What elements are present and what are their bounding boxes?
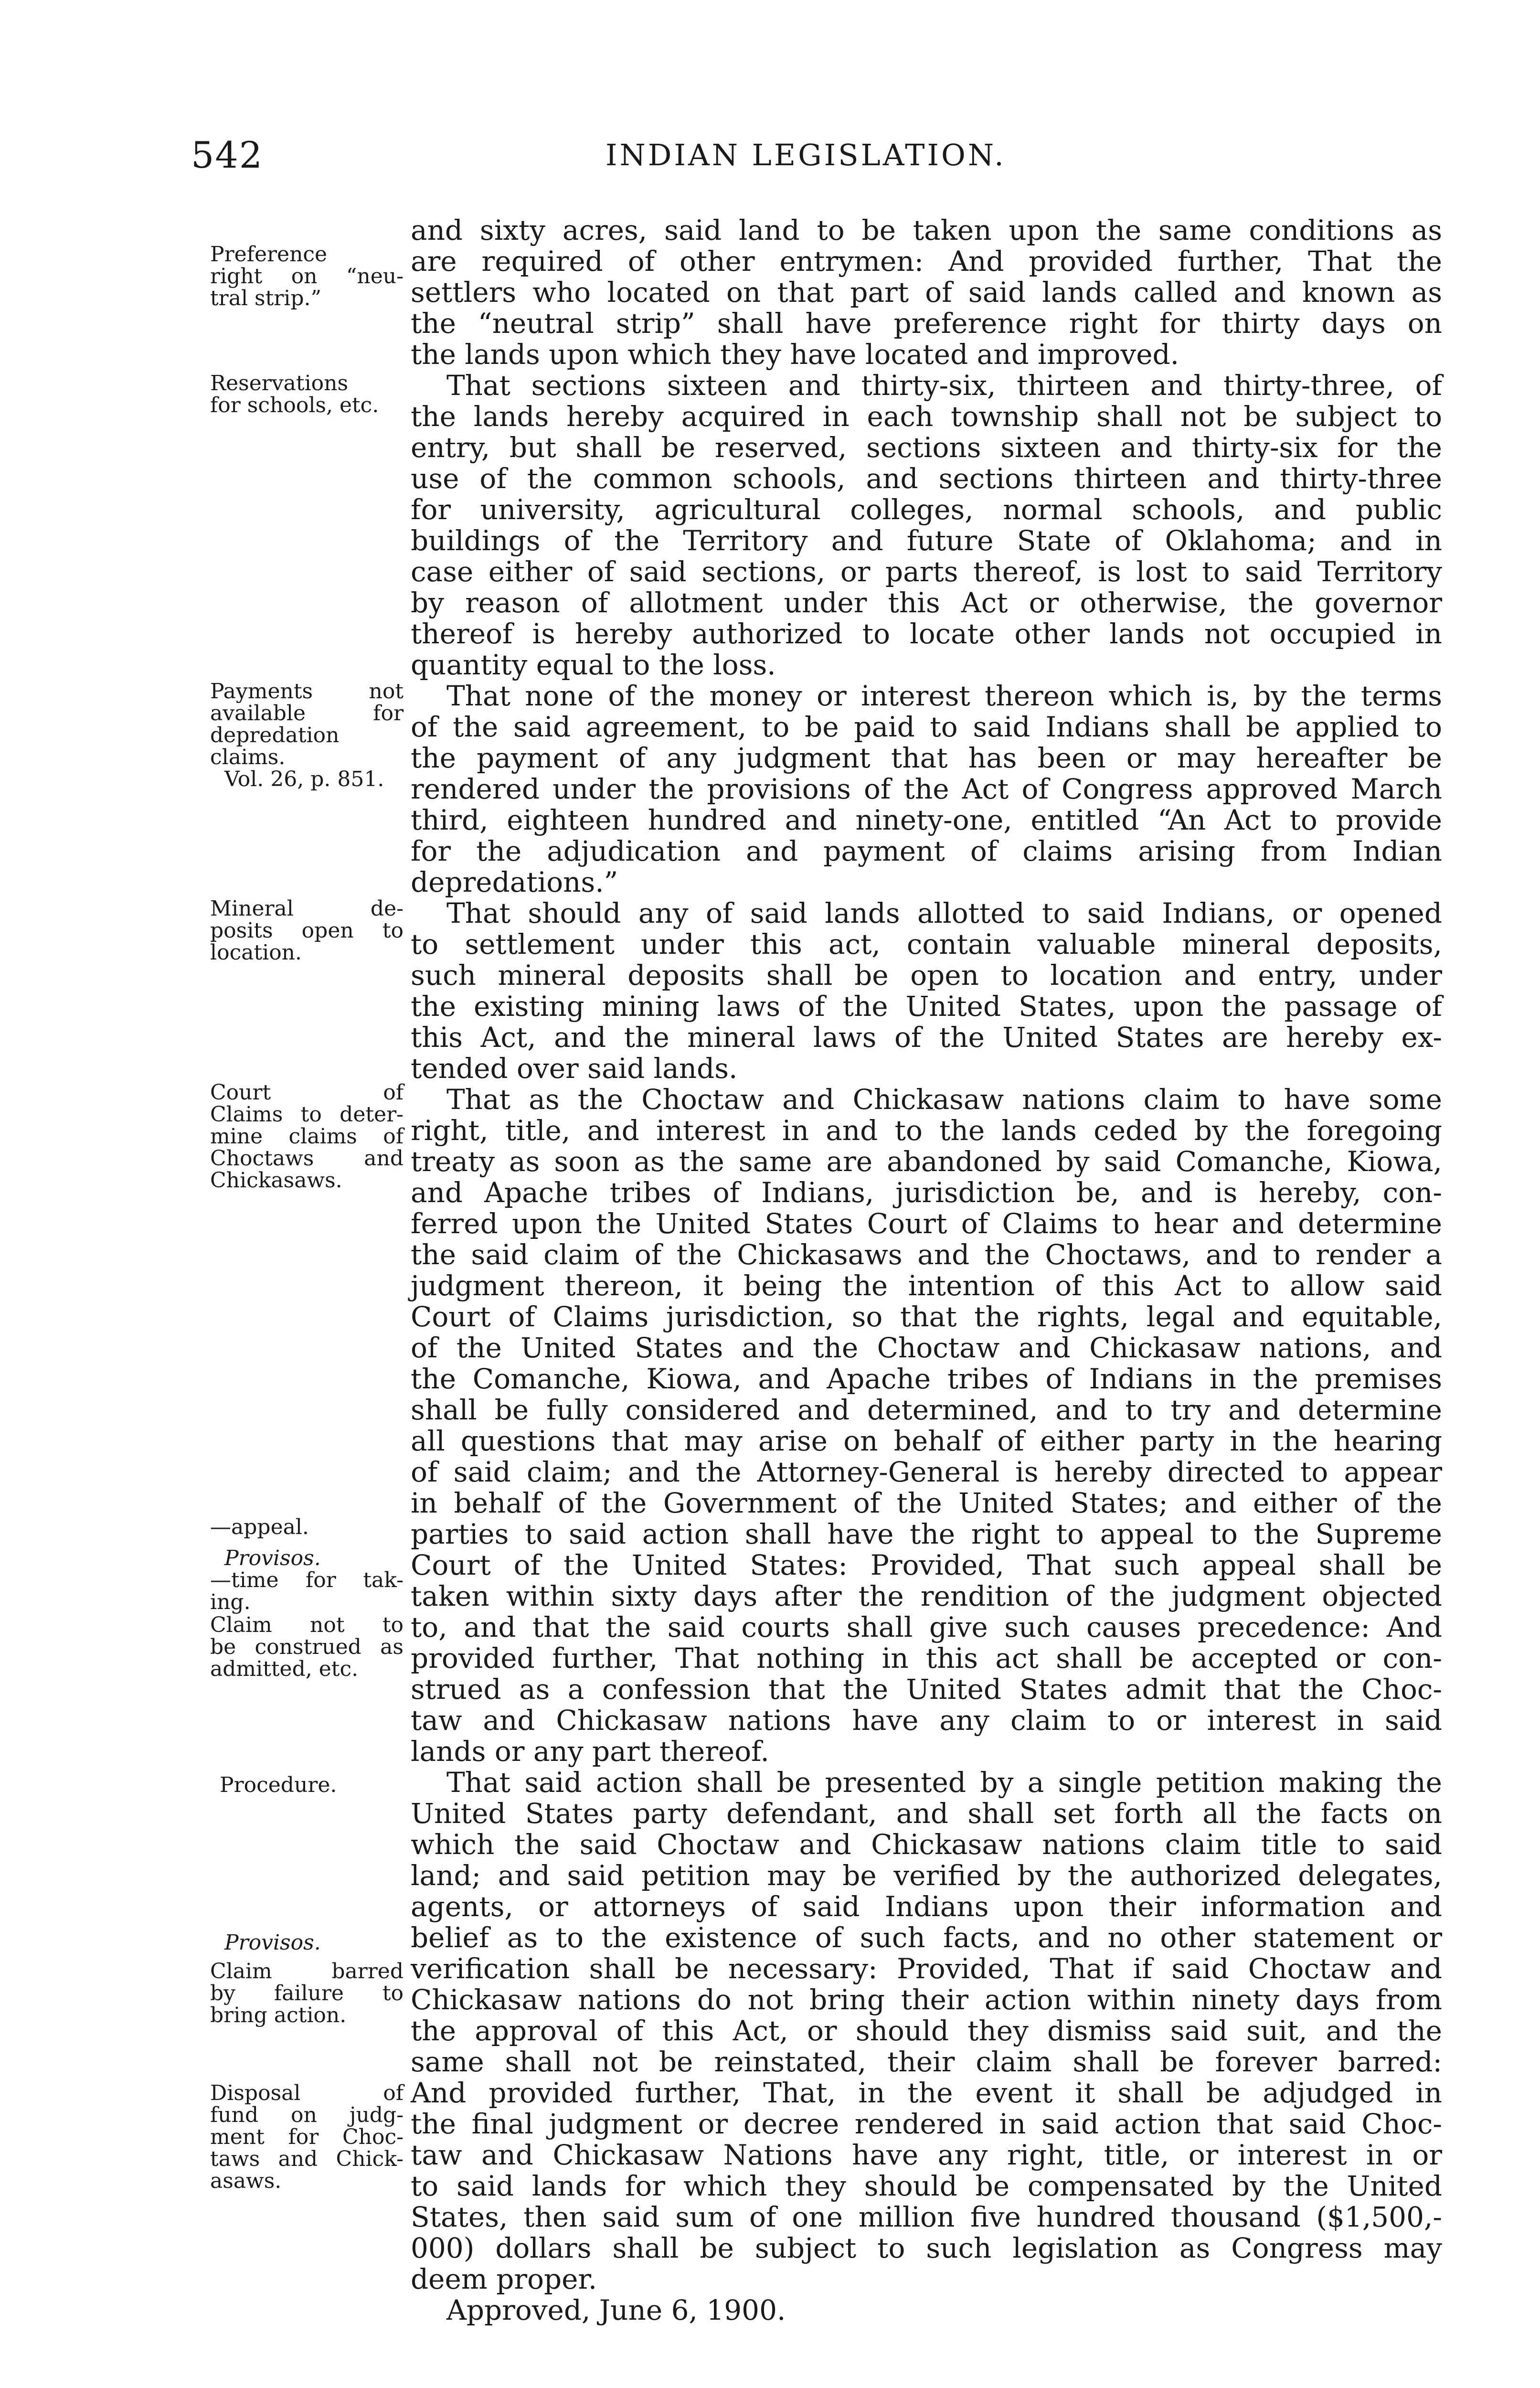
body-line: buildings of the Territory and future State of Oklahoma; and in bbox=[411, 524, 1442, 557]
body-line: and Apache tribes of Indians, jurisdiction be, and is hereby, con- bbox=[411, 1176, 1442, 1209]
margin-note-provisos-time bbox=[210, 1547, 404, 1613]
margin-note-line: Claims to deter- bbox=[210, 1102, 404, 1127]
margin-note-line: mine claims of bbox=[210, 1124, 404, 1149]
body-line: deem proper. bbox=[411, 2263, 597, 2295]
margin-note-line: right on “neu- bbox=[210, 264, 404, 288]
body-line: verification shall be necessary: Provided, That if said Choctaw and bbox=[411, 1952, 1442, 1985]
body-line: of said claim; and the Attorney-General is hereby directed to appear bbox=[411, 1456, 1442, 1488]
body-line: That should any of said lands allotted to said Indians, or opened bbox=[446, 897, 1442, 929]
body-line: Court of Claims jurisdiction, so that the rights, legal and equitable, bbox=[411, 1301, 1442, 1333]
margin-note-line: Procedure. bbox=[220, 1773, 337, 1797]
body-line: provided further, That nothing in this act shall be accepted or con- bbox=[411, 1642, 1442, 1674]
body-line: land; and said petition may be verified by the authorized delegates, bbox=[411, 1859, 1442, 1892]
body-line: Court of the United States: Provided, That such appeal shall be bbox=[411, 1549, 1442, 1581]
margin-note-court-of-claims bbox=[210, 1082, 404, 1192]
margin-note-claim-barred bbox=[210, 1961, 404, 2026]
margin-note-line: fund on judg- bbox=[210, 2103, 404, 2127]
margin-note-claim-not-admitted bbox=[210, 1614, 404, 1680]
body-line: the approval of this Act, or should they dismiss said suit, and the bbox=[411, 2015, 1442, 2047]
margin-note-line: Mineral de- bbox=[210, 896, 404, 921]
body-line: are required of other entrymen: And provided further, That the bbox=[411, 245, 1442, 277]
margin-note-line: Court of bbox=[210, 1080, 404, 1105]
body-line: lands or any part thereof. bbox=[411, 1735, 769, 1768]
body-line: That said action shall be presented by a single petition making the bbox=[446, 1766, 1442, 1799]
margin-note-line: posits open to bbox=[210, 918, 404, 943]
body-line: the payment of any judgment that has been or may hereafter be bbox=[411, 742, 1442, 774]
body-line: taw and Chickasaw Nations have any right, title, or interest in or bbox=[411, 2139, 1442, 2171]
margin-note-line: —appeal. bbox=[210, 1515, 309, 1539]
running-title: INDIAN LEGISLATION. bbox=[605, 138, 1006, 172]
body-line: third, eighteen hundred and ninety-one, entitled “An Act to provide bbox=[411, 804, 1442, 836]
body-line: 000) dollars shall be subject to such legislation as Congress may bbox=[411, 2232, 1442, 2264]
margin-note-procedure bbox=[210, 1774, 404, 1796]
body-line: agents, or attorneys of said Indians upon their information and bbox=[411, 1890, 1442, 1923]
page-header bbox=[0, 134, 1540, 177]
margin-note-line: bring action. bbox=[210, 2003, 347, 2027]
body-line: this Act, and the mineral laws of the United States are hereby ex- bbox=[411, 1021, 1442, 1054]
body-line: United States party defendant, and shall set forth all the facts on bbox=[411, 1797, 1442, 1830]
body-line: the final judgment or decree rendered in said action that said Choc- bbox=[411, 2108, 1442, 2140]
margin-note-line: available for bbox=[210, 701, 404, 725]
body-line: right, title, and interest in and to the lands ceded by the foregoing bbox=[411, 1114, 1442, 1147]
margin-note-line: location. bbox=[210, 940, 302, 965]
margin-note-line: Disposal of bbox=[210, 2081, 404, 2105]
body-line: And provided further, That, in the event it shall be adjudged in bbox=[411, 2077, 1442, 2109]
margin-note-payments bbox=[210, 681, 404, 790]
body-line: tended over said lands. bbox=[411, 1052, 738, 1085]
body-line: the said claim of the Chickasaws and the Choctaws, and to render a bbox=[411, 1238, 1442, 1271]
body-line: for the adjudication and payment of claims arising from Indian bbox=[411, 835, 1442, 867]
body-line: such mineral deposits shall be open to location and entry, under bbox=[411, 959, 1442, 991]
body-line: shall be fully considered and determined, and to try and determine bbox=[411, 1394, 1442, 1426]
margin-note-appeal bbox=[210, 1516, 404, 1538]
margin-note-line: ment for Choc- bbox=[210, 2125, 404, 2149]
body-line: depredations.” bbox=[411, 866, 618, 898]
body-line: in behalf of the Government of the United States; and either of the bbox=[411, 1487, 1442, 1519]
margin-note-line: for schools, etc. bbox=[210, 393, 379, 417]
margin-note-line: Choctaws and bbox=[210, 1146, 404, 1171]
page-number: 542 bbox=[191, 134, 264, 176]
margin-note-line: Payments not bbox=[210, 679, 404, 704]
body-line: quantity equal to the loss. bbox=[411, 649, 776, 681]
body-line: and sixty acres, said land to be taken upon the same conditions as bbox=[411, 214, 1442, 246]
body-line: use of the common schools, and sections thirteen and thirty-three bbox=[411, 462, 1442, 495]
approval-line: Approved, June 6, 1900. bbox=[446, 2294, 786, 2326]
body-line: of the United States and the Choctaw and Chickasaw nations, and bbox=[411, 1332, 1442, 1364]
body-line: ferred upon the United States Court of Claims to hear and determine bbox=[411, 1207, 1442, 1240]
margin-note-line: Provisos. bbox=[224, 1546, 321, 1570]
body-line: the lands hereby acquired in each township shall not be subject to bbox=[411, 400, 1442, 433]
margin-note-line: —time for tak- bbox=[210, 1568, 404, 1592]
margin-note-provisos bbox=[210, 1932, 404, 1954]
margin-note-preference bbox=[210, 244, 404, 309]
margin-note-line: Claim not to bbox=[210, 1613, 404, 1637]
body-line: thereof is hereby authorized to locate other lands not occupied in bbox=[411, 618, 1442, 650]
margin-note-mineral bbox=[210, 898, 404, 964]
margin-note-line: Provisos. bbox=[224, 1930, 321, 1955]
margin-note-line: asaws. bbox=[210, 2169, 282, 2193]
margin-note-reservations bbox=[210, 373, 404, 416]
body-line: judgment thereon, it being the intention of this Act to allow said bbox=[411, 1269, 1442, 1302]
body-line: Chickasaw nations do not bring their action within ninety days from bbox=[411, 1983, 1442, 2016]
margin-note-line: be construed as bbox=[210, 1635, 404, 1659]
margin-note-line: Reservations bbox=[210, 371, 349, 395]
body-line: to settlement under this act, contain valuable mineral deposits, bbox=[411, 928, 1442, 960]
margin-note-line: ing. bbox=[210, 1590, 251, 1614]
body-line: for university, agricultural colleges, normal schools, and public bbox=[411, 493, 1442, 526]
body-line: That none of the money or interest thereon which is, by the terms bbox=[446, 680, 1442, 712]
body-line: That as the Choctaw and Chickasaw nations claim to have some bbox=[446, 1083, 1442, 1116]
margin-note-line: by failure to bbox=[210, 1981, 404, 2005]
margin-note-line: depredation bbox=[210, 723, 340, 747]
margin-note-line: tral strip.” bbox=[210, 286, 322, 310]
margin-note-line: Vol. 26, p. 851. bbox=[224, 767, 384, 791]
body-line: the lands upon which they have located and improved. bbox=[411, 338, 1179, 371]
body-line: same shall not be reinstated, their claim shall be forever barred: bbox=[411, 2046, 1442, 2078]
margin-note-line: admitted, etc. bbox=[210, 1657, 359, 1681]
body-line: parties to said action shall have the right to appeal to the Supreme bbox=[411, 1518, 1442, 1550]
body-line: States, then said sum of one million five hundred thousand ($1,500,- bbox=[411, 2201, 1442, 2233]
body-line: which the said Choctaw and Chickasaw nations claim title to said bbox=[411, 1828, 1442, 1861]
body-line: the existing mining laws of the United States, upon the passage of bbox=[411, 990, 1442, 1023]
body-line: of the said agreement, to be paid to said Indians shall be applied to bbox=[411, 711, 1442, 743]
body-line: case either of said sections, or parts thereof, is lost to said Territory bbox=[411, 555, 1442, 588]
body-line: That sections sixteen and thirty-six, thirteen and thirty-three, of bbox=[446, 369, 1442, 402]
body-line: by reason of allotment under this Act or otherwise, the governor bbox=[411, 586, 1442, 619]
body-line: strued as a confession that the United States admit that the Choc- bbox=[411, 1673, 1442, 1706]
margin-note-line: claims. bbox=[210, 745, 286, 769]
body-line: settlers who located on that part of said lands called and known as bbox=[411, 276, 1442, 309]
body-line: taken within sixty days after the rendition of the judgment objected bbox=[411, 1580, 1442, 1612]
body-line: treaty as soon as the same are abandoned by said Comanche, Kiowa, bbox=[411, 1145, 1442, 1178]
body-line: the “neutral strip” shall have preference right for thirty days on bbox=[411, 307, 1442, 340]
margin-note-line: Claim barred bbox=[210, 1959, 404, 1983]
body-line: belief as to the existence of such facts, and no other statement or bbox=[411, 1921, 1442, 1954]
margin-note-line: taws and Chick- bbox=[210, 2147, 404, 2171]
body-line: to, and that the said courts shall give such causes precedence: And bbox=[411, 1611, 1442, 1643]
body-line: entry, but shall be reserved, sections sixteen and thirty-six for the bbox=[411, 431, 1442, 464]
margin-note-line: Chickasaws. bbox=[210, 1168, 342, 1193]
body-line: the Comanche, Kiowa, and Apache tribes of Indians in the premises bbox=[411, 1363, 1442, 1395]
body-line: to said lands for which they should be compensated by the United bbox=[411, 2170, 1442, 2202]
body-line: rendered under the provisions of the Act of Congress approved March bbox=[411, 773, 1442, 805]
body-line: all questions that may arise on behalf of either party in the hearing bbox=[411, 1425, 1442, 1457]
body-line: taw and Chickasaw nations have any claim to or interest in said bbox=[411, 1704, 1442, 1737]
margin-note-line: Preference bbox=[210, 242, 328, 267]
margin-note-disposal-of-fund bbox=[210, 2082, 404, 2192]
